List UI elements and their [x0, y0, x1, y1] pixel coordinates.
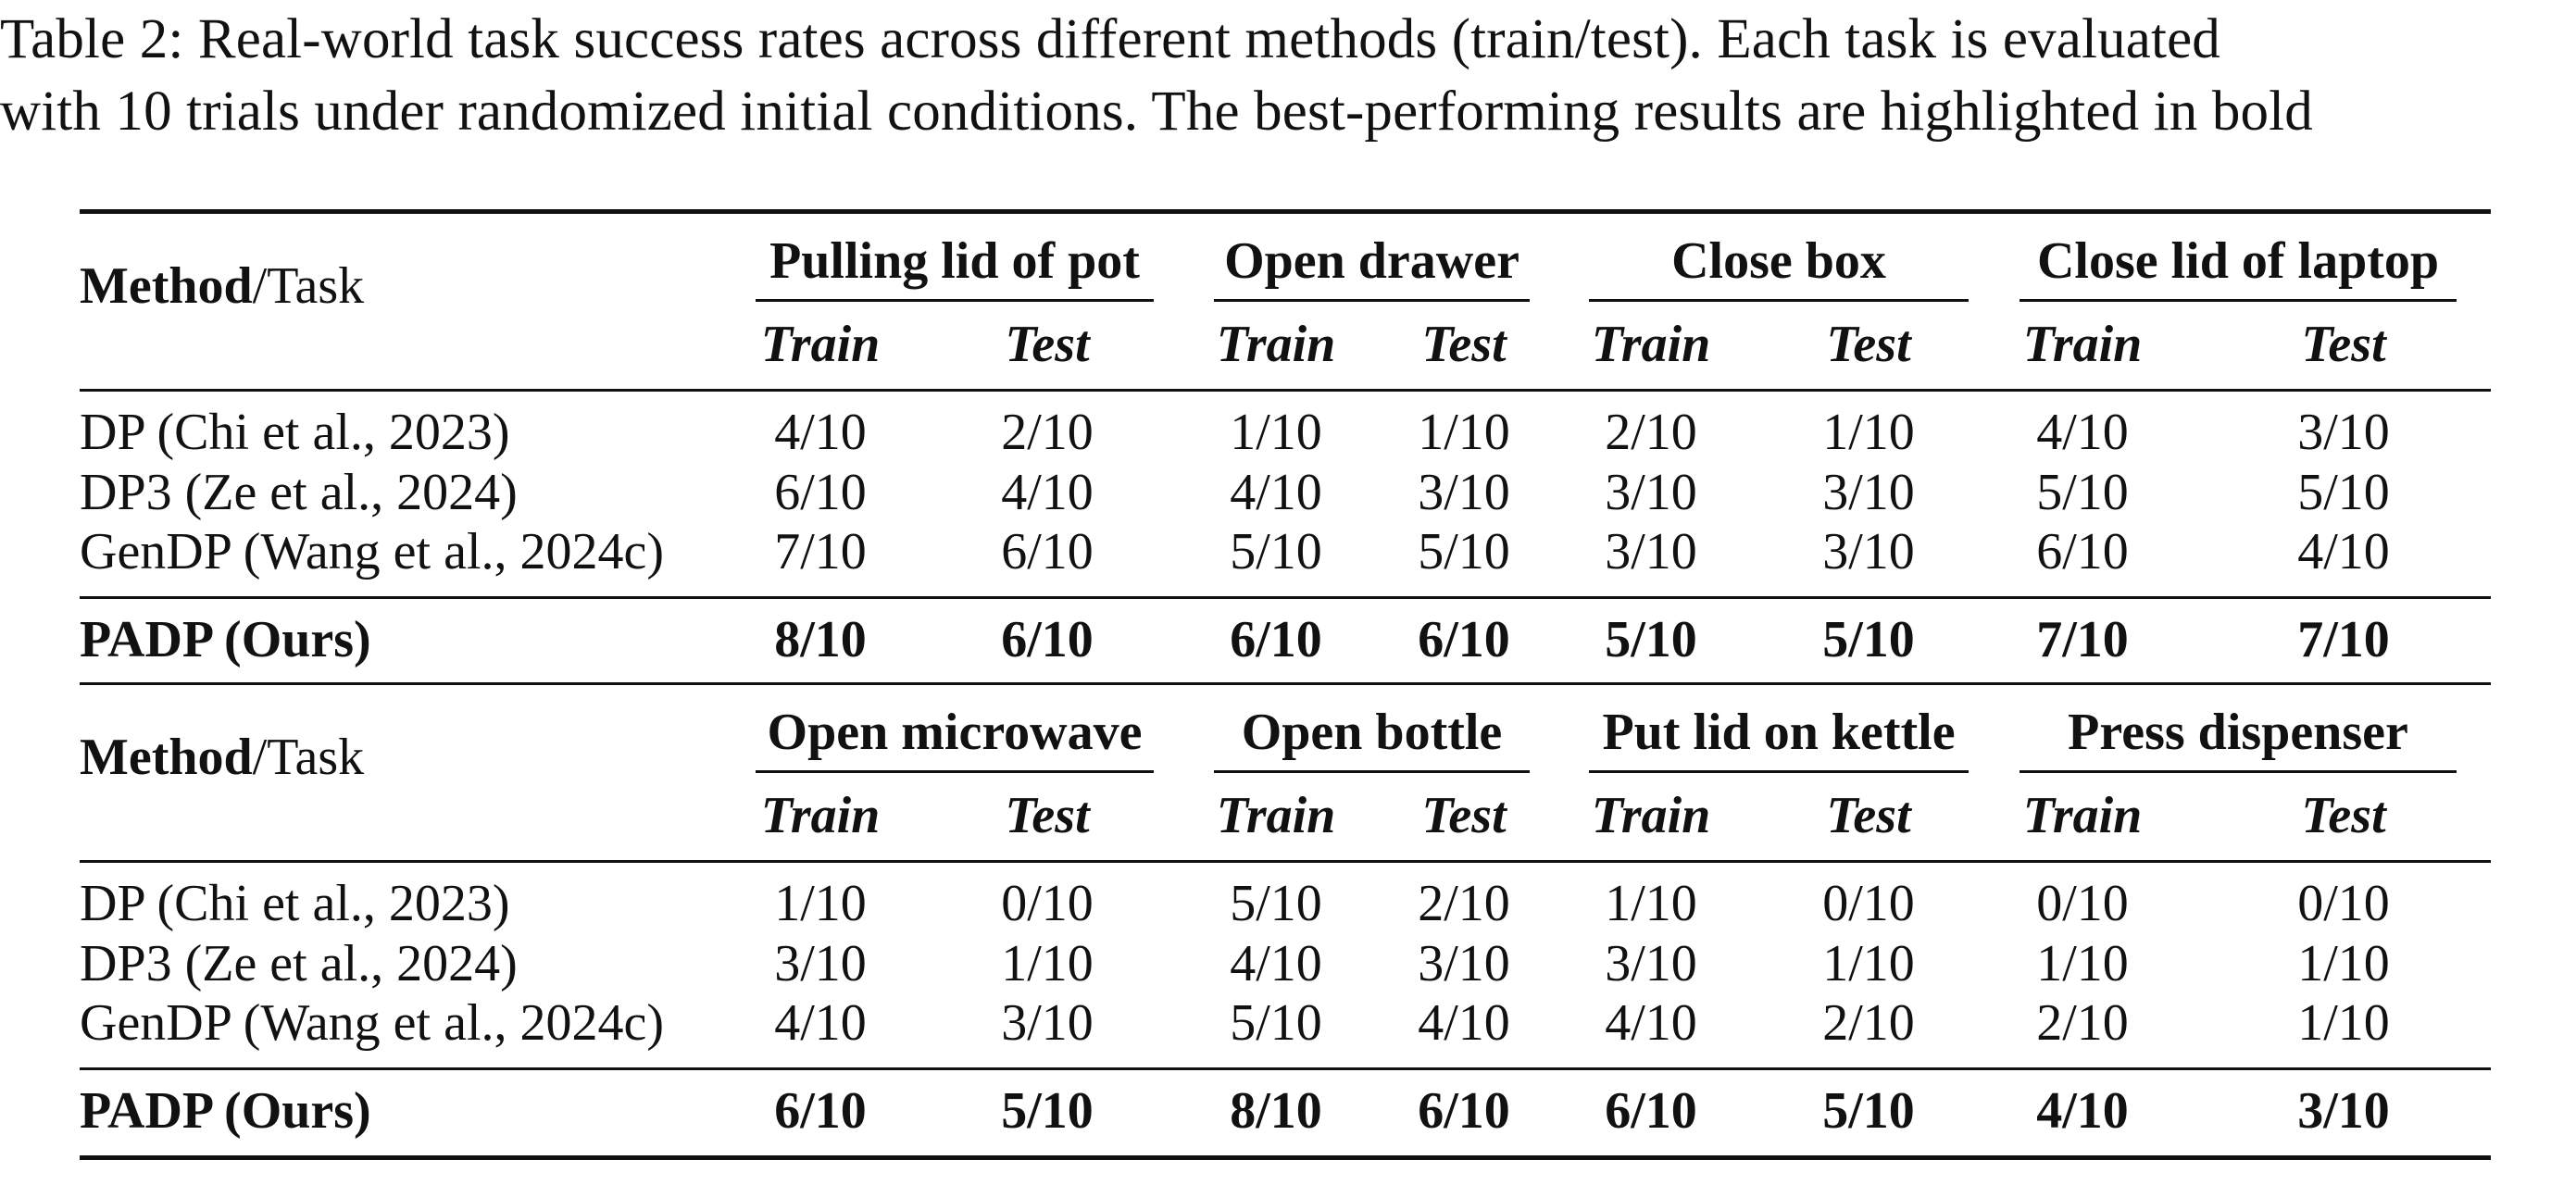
best-result-cell: 5/10 — [1822, 611, 1915, 668]
table-caption — [0, 4, 2576, 148]
train-header: Train — [1591, 787, 1711, 844]
best-result-cell: 6/10 — [1418, 611, 1510, 668]
result-cell: 6/10 — [774, 464, 867, 521]
result-cell: 3/10 — [1418, 935, 1510, 992]
task-header: Put lid on kettle — [1602, 704, 1956, 761]
method-label: Method — [80, 257, 253, 315]
test-header: Test — [1421, 316, 1507, 373]
best-result-cell: 8/10 — [1230, 1082, 1322, 1140]
result-cell: 4/10 — [1605, 994, 1697, 1052]
test-header: Test — [2301, 787, 2386, 844]
ours-rule — [80, 1067, 2491, 1070]
method-label: Method — [80, 729, 253, 786]
task-header: Close box — [1671, 232, 1886, 290]
method-name: GenDP (Wang et al., 2024c) — [80, 994, 665, 1052]
result-cell: 3/10 — [1605, 464, 1697, 521]
result-cell: 7/10 — [774, 523, 867, 580]
task-group-rule — [1589, 770, 1969, 773]
task-group-rule — [2020, 299, 2457, 302]
best-result-cell: 7/10 — [2036, 611, 2129, 668]
test-header: Test — [1005, 787, 1090, 844]
header-rule — [80, 860, 2491, 863]
result-cell: 5/10 — [1230, 875, 1322, 932]
bottom-rule — [80, 1155, 2491, 1160]
result-cell: 3/10 — [1605, 935, 1697, 992]
result-cell: 4/10 — [1418, 994, 1510, 1052]
result-cell: 3/10 — [774, 935, 867, 992]
result-cell: 1/10 — [1230, 404, 1322, 461]
test-header: Test — [1421, 787, 1507, 844]
result-cell: 5/10 — [1230, 523, 1322, 580]
method-name: DP (Chi et al., 2023) — [80, 875, 510, 932]
best-result-cell: 6/10 — [1230, 611, 1322, 668]
ours-rule — [80, 596, 2491, 599]
result-cell: 6/10 — [2036, 523, 2129, 580]
result-cell: 1/10 — [2297, 994, 2390, 1052]
method-name: DP3 (Ze et al., 2024) — [80, 464, 518, 521]
task-group-rule — [1214, 299, 1530, 302]
result-cell: 5/10 — [1230, 994, 1322, 1052]
result-cell: 0/10 — [1822, 875, 1915, 932]
result-cell: 4/10 — [2297, 523, 2390, 580]
result-cell: 2/10 — [1001, 404, 1094, 461]
result-cell: 3/10 — [1822, 464, 1915, 521]
top-rule — [80, 209, 2491, 214]
task-label: /Task — [252, 257, 365, 315]
result-cell: 1/10 — [1001, 935, 1094, 992]
best-result-cell: 6/10 — [1001, 611, 1094, 668]
best-result-cell: 8/10 — [774, 611, 867, 668]
task-label: /Task — [252, 729, 365, 786]
result-cell: 0/10 — [2297, 875, 2390, 932]
result-cell: 1/10 — [774, 875, 867, 932]
best-result-cell: 5/10 — [1001, 1082, 1094, 1140]
result-cell: 4/10 — [2036, 404, 2129, 461]
result-cell: 3/10 — [1418, 464, 1510, 521]
task-header: Close lid of laptop — [2036, 232, 2440, 290]
block-separator-rule — [80, 682, 2491, 685]
best-result-cell: 6/10 — [1605, 1082, 1697, 1140]
result-cell: 4/10 — [774, 994, 867, 1052]
method-task-header — [80, 258, 364, 314]
task-group-rule — [1589, 299, 1969, 302]
result-cell: 1/10 — [2297, 935, 2390, 992]
ours-method-name: PADP (Ours) — [80, 611, 371, 668]
result-cell: 3/10 — [1822, 523, 1915, 580]
method-name: GenDP (Wang et al., 2024c) — [80, 523, 665, 580]
result-cell: 5/10 — [2297, 464, 2390, 521]
best-result-cell: 6/10 — [1418, 1082, 1510, 1140]
header-rule — [80, 389, 2491, 392]
task-group-rule — [756, 299, 1154, 302]
result-cell: 3/10 — [1605, 523, 1697, 580]
result-cell: 2/10 — [1822, 994, 1915, 1052]
train-header: Train — [760, 787, 881, 844]
result-cell: 4/10 — [774, 404, 867, 461]
test-header: Test — [1005, 316, 1090, 373]
best-result-cell: 7/10 — [2297, 611, 2390, 668]
ours-method-name: PADP (Ours) — [80, 1082, 371, 1140]
train-header: Train — [2022, 316, 2143, 373]
result-cell: 2/10 — [1605, 404, 1697, 461]
task-header: Press dispenser — [2068, 704, 2408, 761]
task-header: Open microwave — [767, 704, 1143, 761]
task-header: Pulling lid of pot — [769, 232, 1140, 290]
result-cell: 2/10 — [2036, 994, 2129, 1052]
train-header: Train — [1216, 316, 1336, 373]
task-group-rule — [1214, 770, 1530, 773]
best-result-cell: 5/10 — [1605, 611, 1697, 668]
train-header: Train — [760, 316, 881, 373]
result-cell: 4/10 — [1001, 464, 1094, 521]
task-header: Open drawer — [1224, 232, 1519, 290]
task-group-rule — [756, 770, 1154, 773]
results-table — [80, 209, 2491, 1163]
result-cell: 0/10 — [2036, 875, 2129, 932]
caption-line-1: Table 2: Real-world task success rates across different methods (train/test). Each task is evaluated — [0, 8, 2220, 70]
method-task-header — [80, 730, 364, 785]
method-name: DP3 (Ze et al., 2024) — [80, 935, 518, 992]
best-result-cell: 3/10 — [2297, 1082, 2390, 1140]
result-cell: 1/10 — [1822, 404, 1915, 461]
task-group-rule — [2020, 770, 2457, 773]
test-header: Test — [1826, 787, 1911, 844]
best-result-cell: 4/10 — [2036, 1082, 2129, 1140]
result-cell: 6/10 — [1001, 523, 1094, 580]
result-cell: 2/10 — [1418, 875, 1510, 932]
result-cell: 1/10 — [1822, 935, 1915, 992]
result-cell: 3/10 — [2297, 404, 2390, 461]
result-cell: 1/10 — [1605, 875, 1697, 932]
result-cell: 3/10 — [1001, 994, 1094, 1052]
test-header: Test — [1826, 316, 1911, 373]
result-cell: 1/10 — [2036, 935, 2129, 992]
result-cell: 4/10 — [1230, 464, 1322, 521]
task-header: Open bottle — [1241, 704, 1503, 761]
train-header: Train — [1216, 787, 1336, 844]
best-result-cell: 5/10 — [1822, 1082, 1915, 1140]
result-cell: 0/10 — [1001, 875, 1094, 932]
caption-line-2: with 10 trials under randomized initial conditions. The best-performing results are highlighted in bold — [0, 81, 2313, 143]
best-result-cell: 6/10 — [774, 1082, 867, 1140]
result-cell: 1/10 — [1418, 404, 1510, 461]
test-header: Test — [2301, 316, 2386, 373]
train-header: Train — [1591, 316, 1711, 373]
result-cell: 5/10 — [1418, 523, 1510, 580]
train-header: Train — [2022, 787, 2143, 844]
result-cell: 5/10 — [2036, 464, 2129, 521]
result-cell: 4/10 — [1230, 935, 1322, 992]
method-name: DP (Chi et al., 2023) — [80, 404, 510, 461]
